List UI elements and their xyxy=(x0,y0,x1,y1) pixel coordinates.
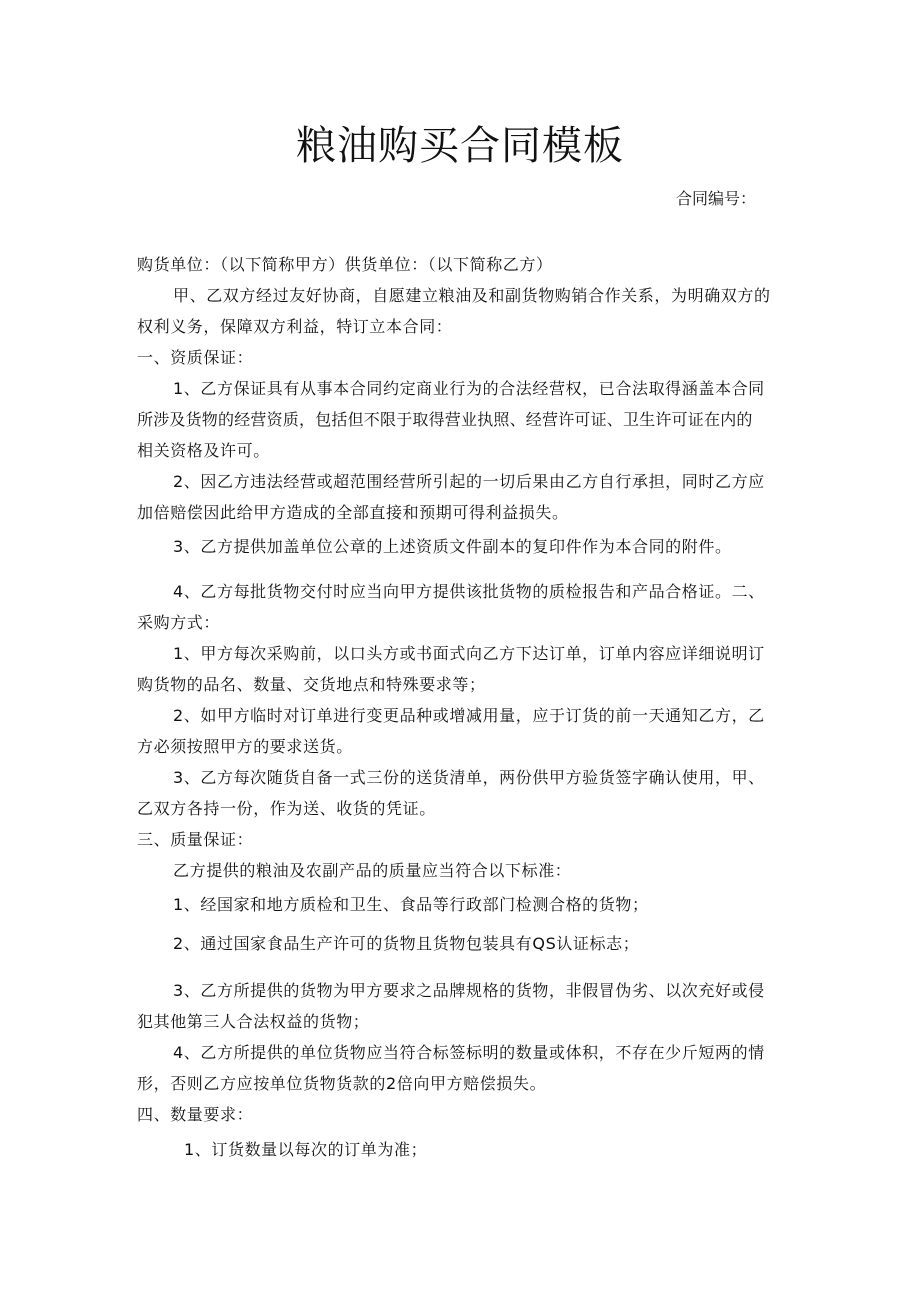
paragraph-line: 权利义务，保障双方利益，特订立本合同： xyxy=(137,317,453,336)
section-heading: 一、资质保证： xyxy=(137,348,254,367)
paragraph-line: 3、乙方提供加盖单位公章的上述资质文件副本的复印件作为本合同的附件。 xyxy=(173,537,732,556)
contract-number-label: 合同编号： xyxy=(676,189,757,208)
paragraph-line: 所涉及货物的经营资质，包括但不限于取得营业执照、经营许可证、卫生许可证在内的 xyxy=(137,410,753,429)
paragraph-line: 1、甲方每次采购前，以口头方或书面式向乙方下达订单，订单内容应详细说明订 xyxy=(173,644,765,663)
paragraph-line: 4、乙方每批货物交付时应当向甲方提供该批货物的质检报告和产品合格证。二、 xyxy=(173,582,765,601)
document-title: 粮油购买合同模板 xyxy=(296,123,624,169)
paragraph-line: 乙双方各持一份，作为送、收货的凭证。 xyxy=(137,799,436,818)
section-heading: 四、数量要求： xyxy=(137,1105,254,1124)
paragraph-line: 1、订货数量以每次的订单为准； xyxy=(184,1140,428,1159)
paragraph-line: 购货物的品名、数量、交货地点和特殊要求等； xyxy=(137,675,486,694)
paragraph-line: 2、因乙方违法经营或超范围经营所引起的一切后果由乙方自行承担，同时乙方应 xyxy=(173,472,765,491)
paragraph-line: 相关资格及许可。 xyxy=(137,441,270,460)
paragraph-line: 方必须按照甲方的要求送货。 xyxy=(137,737,353,756)
section-heading: 采购方式： xyxy=(137,613,221,632)
paragraph-line: 2、通过国家食品生产许可的货物且货物包装具有QS认证标志； xyxy=(173,934,640,953)
paragraph-line: 3、乙方所提供的货物为甲方要求之品牌规格的货物，非假冒伪劣、以次充好或侵 xyxy=(173,981,765,1000)
paragraph-line: 加倍赔偿因此给甲方造成的全部直接和预期可得利益损失。 xyxy=(137,503,569,522)
paragraph-line: 1、经国家和地方质检和卫生、食品等行政部门检测合格的货物； xyxy=(173,895,649,914)
paragraph-line: 3、乙方每次随货自备一式三份的送货清单，两份供甲方验货签字确认使用，甲、 xyxy=(173,768,765,787)
paragraph-line: 形，否则乙方应按单位货物货款的2倍向甲方赔偿损失。 xyxy=(137,1074,547,1093)
paragraph-line: 犯其他第三人合法权益的货物； xyxy=(137,1012,370,1031)
parties-line: 购货单位：（以下简称甲方）供货单位：（以下简称乙方） xyxy=(137,255,553,274)
paragraph-line: 甲、乙双方经过友好协商，自愿建立粮油及和副货物购销合作关系，为明确双方的 xyxy=(173,286,771,305)
paragraph-line: 1、乙方保证具有从事本合同约定商业行为的合法经营权，已合法取得涵盖本合同 xyxy=(173,379,765,398)
paragraph-line: 4、乙方所提供的单位货物应当符合标签标明的数量或体积，不存在少斤短两的情 xyxy=(173,1043,765,1062)
paragraph-line: 乙方提供的粮油及农副产品的质量应当符合以下标准： xyxy=(173,861,572,880)
paragraph-line: 2、如甲方临时对订单进行变更品种或增减用量，应于订货的前一天通知乙方，乙 xyxy=(173,706,765,725)
section-heading: 三、质量保证： xyxy=(137,830,254,849)
